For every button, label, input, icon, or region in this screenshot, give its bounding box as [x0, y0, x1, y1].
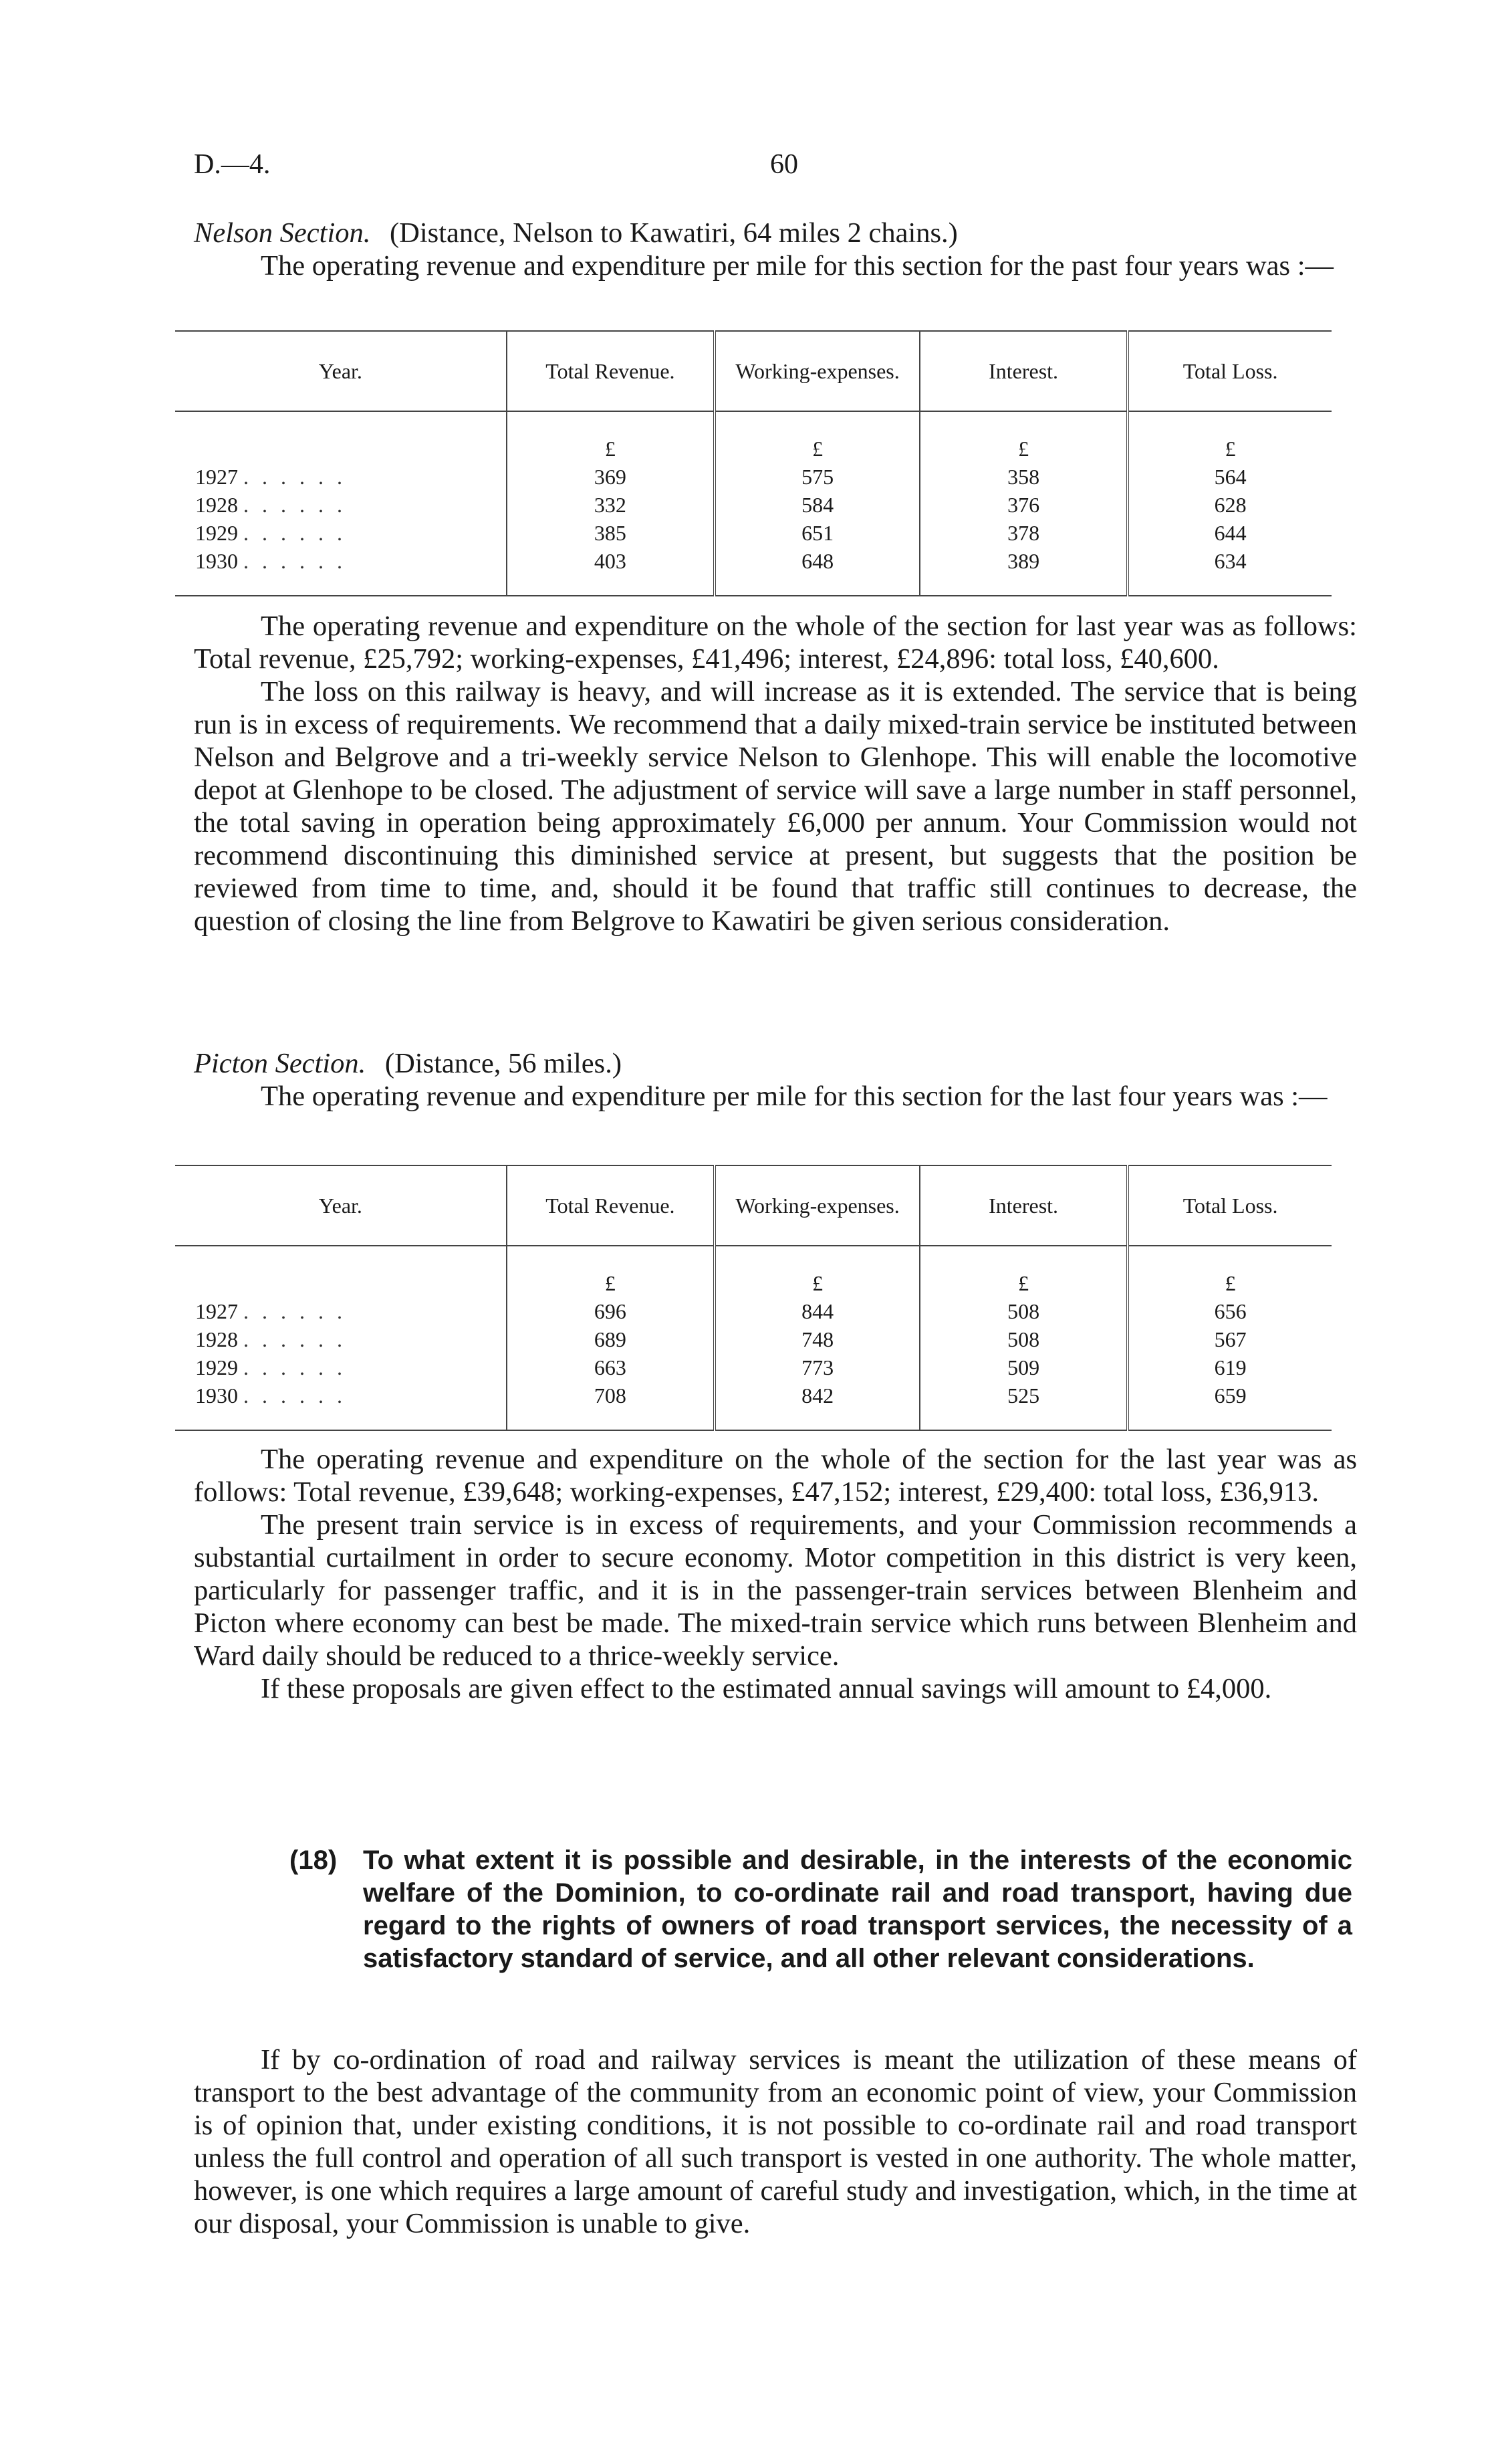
working-cell: 651 [715, 519, 920, 547]
leader-dots: . . . . . . [243, 1299, 346, 1323]
interest-cell: 508 [920, 1325, 1128, 1353]
interest-cell: 509 [920, 1353, 1128, 1381]
interest-cell: 358 [920, 463, 1128, 491]
picton-section-title: Picton Section. [194, 1048, 366, 1079]
loss-cell: 567 [1214, 1327, 1247, 1351]
nelson-header-loss: Total Loss. [1128, 331, 1332, 411]
question-text: To what extent it is possible and desirable, in the interests of the economic welfare of the Dominion, to co-ordinate rail and road transport, having due regard to the rights of owners of road transport services, the necessity of a satisfactory standard of service, and all other relevant considerations. [363, 1845, 1352, 1973]
loss-cell: 656 [1214, 1299, 1247, 1323]
nelson-units-row [175, 411, 1332, 463]
year-cell: 1928 [195, 1327, 238, 1351]
picton-header-working: Working-expenses. [715, 1165, 920, 1246]
revenue-cell: 708 [507, 1381, 715, 1430]
table-row [175, 463, 1332, 491]
picton-header-loss: Total Loss. [1128, 1165, 1332, 1246]
table-row [175, 1325, 1332, 1353]
page-number: 60 [770, 149, 798, 180]
table-row [175, 1297, 1332, 1325]
picton-unit-interest: £ [920, 1246, 1128, 1297]
picton-header-year: Year. [175, 1165, 507, 1246]
leader-dots: . . . . . . [243, 521, 346, 545]
nelson-header-interest: Interest. [920, 331, 1128, 411]
table-row [175, 519, 1332, 547]
picton-header-interest: Interest. [920, 1165, 1128, 1246]
picton-unit-loss: £ [1225, 1271, 1236, 1295]
picton-unit-revenue: £ [507, 1246, 715, 1297]
table-row [175, 547, 1332, 596]
nelson-section-heading [194, 217, 1357, 249]
picton-totals-paragraph: The operating revenue and expenditure on the whole of the section for the last year was as follows: Total revenue, £39,648; working-expenses, £47,152; interest, £29,400: total loss, £36,913. [194, 1444, 1357, 1508]
nelson-table-header-row [175, 331, 1332, 411]
document-reference: D.—4. [194, 149, 271, 180]
picton-unit-working: £ [715, 1246, 920, 1297]
working-cell: 575 [715, 463, 920, 491]
leader-dots: . . . . . . [243, 465, 346, 489]
picton-header-revenue: Total Revenue. [507, 1165, 715, 1246]
interest-cell: 378 [920, 519, 1128, 547]
working-cell: 842 [715, 1381, 920, 1430]
nelson-table [175, 330, 1332, 596]
nelson-header-year: Year. [175, 331, 507, 411]
revenue-cell: 332 [507, 491, 715, 519]
revenue-cell: 403 [507, 547, 715, 596]
picton-section-distance: (Distance, 56 miles.) [384, 1048, 622, 1079]
revenue-cell: 696 [507, 1297, 715, 1325]
interest-cell: 389 [920, 547, 1128, 596]
revenue-cell: 369 [507, 463, 715, 491]
year-cell: 1928 [195, 493, 238, 517]
question-18 [289, 1844, 1352, 1975]
picton-table [175, 1165, 1332, 1431]
nelson-section-title: Nelson Section. [194, 217, 371, 249]
nelson-unit-loss: £ [1225, 437, 1236, 461]
picton-section-intro [194, 1047, 1357, 1113]
year-cell: 1927 [195, 1299, 238, 1323]
closing-paragraph: If by co-ordination of road and railway services is meant the utilization of these means of transport to the best advantage of the community from an economic point of view, your Commission is of opinion that, under existing conditions, it is not possible to co-ordinate rail and road transport unless the full control and operation of all such transport is vested in one authority. The whole matter, however, is one which requires a large amount of careful study and investigation, which, in the time at our disposal, your Commission is unable to give. [194, 2044, 1357, 2239]
interest-cell: 525 [920, 1381, 1128, 1430]
loss-cell: 644 [1214, 521, 1247, 545]
year-cell: 1929 [195, 1355, 238, 1379]
table-row [175, 1381, 1332, 1430]
nelson-unit-working: £ [715, 411, 920, 463]
picton-intro-paragraph: The operating revenue and expenditure per mile for this section for the last four years was :— [261, 1081, 1328, 1112]
interest-cell: 376 [920, 491, 1128, 519]
year-cell: 1927 [195, 465, 238, 489]
working-cell: 648 [715, 547, 920, 596]
nelson-discussion [194, 610, 1357, 937]
nelson-unit-interest: £ [920, 411, 1128, 463]
picton-section-heading [194, 1047, 1357, 1080]
table-row [175, 1353, 1332, 1381]
year-cell: 1930 [195, 1383, 238, 1408]
year-cell: 1929 [195, 521, 238, 545]
nelson-header-revenue: Total Revenue. [507, 331, 715, 411]
loss-cell: 659 [1128, 1381, 1332, 1430]
working-cell: 844 [715, 1297, 920, 1325]
loss-cell: 564 [1214, 465, 1247, 489]
nelson-section-intro [194, 217, 1357, 282]
leader-dots: . . . . . . [243, 1383, 346, 1408]
leader-dots: . . . . . . [243, 549, 346, 573]
leader-dots: . . . . . . [243, 1355, 346, 1379]
leader-dots: . . . . . . [243, 493, 346, 517]
revenue-cell: 689 [507, 1325, 715, 1353]
loss-cell: 619 [1214, 1355, 1247, 1379]
leader-dots: . . . . . . [243, 1327, 346, 1351]
nelson-recommendation-paragraph: The loss on this railway is heavy, and will increase as it is extended. The service that is being run is in excess of requirements. We recommend that a daily mixed-train service be instituted between Nelson and Belgrove and a tri-weekly service Nelson to Glenhope. This will enable the locomotive depot at Glenhope to be closed. The adjustment of service will save a large number in staff personnel, the total saving in operation being approximately £6,000 per annum. Your Commission would not recommend discontinuing this diminished service at present, but suggests that the position be reviewed from time to time, and, should it be found that traffic still continues to decrease, the question of closing the line from Belgrove to Kawatiri be given serious consideration. [194, 676, 1357, 937]
closing-section [194, 2043, 1357, 2240]
interest-cell: 508 [920, 1297, 1128, 1325]
loss-cell: 628 [1214, 493, 1247, 517]
revenue-cell: 385 [507, 519, 715, 547]
page-header [194, 148, 1357, 189]
nelson-intro-paragraph: The operating revenue and expenditure per mile for this section for the past four years was :— [261, 250, 1334, 282]
picton-savings-paragraph: If these proposals are given effect to the estimated annual savings will amount to £4,000. [261, 1673, 1272, 1704]
nelson-header-working: Working-expenses. [715, 331, 920, 411]
working-cell: 748 [715, 1325, 920, 1353]
year-cell: 1930 [195, 549, 238, 573]
loss-cell: 634 [1128, 547, 1332, 596]
picton-units-row [175, 1246, 1332, 1297]
revenue-cell: 663 [507, 1353, 715, 1381]
nelson-totals-paragraph: The operating revenue and expenditure on the whole of the section for last year was as follows: Total revenue, £25,792; working-expenses, £41,496; interest, £24,896: total loss, £40,600. [194, 610, 1357, 675]
picton-recommendation-paragraph: The present train service is in excess of requirements, and your Commission recommends a substantial curtailment in order to secure economy. Motor competition in this district is very keen, particularly for passenger traffic, and it is in the passenger-train services between Blenheim and Picton where economy can best be made. The mixed-train service which runs between Blenheim and Ward daily should be reduced to a thrice-weekly service. [194, 1509, 1357, 1672]
picton-discussion [194, 1443, 1357, 1705]
question-number: (18) [289, 1845, 338, 1875]
working-cell: 773 [715, 1353, 920, 1381]
nelson-unit-revenue: £ [507, 411, 715, 463]
picton-table-header-row [175, 1165, 1332, 1246]
nelson-section-distance: (Distance, Nelson to Kawatiri, 64 miles 2 chains.) [390, 217, 958, 249]
table-row [175, 491, 1332, 519]
working-cell: 584 [715, 491, 920, 519]
